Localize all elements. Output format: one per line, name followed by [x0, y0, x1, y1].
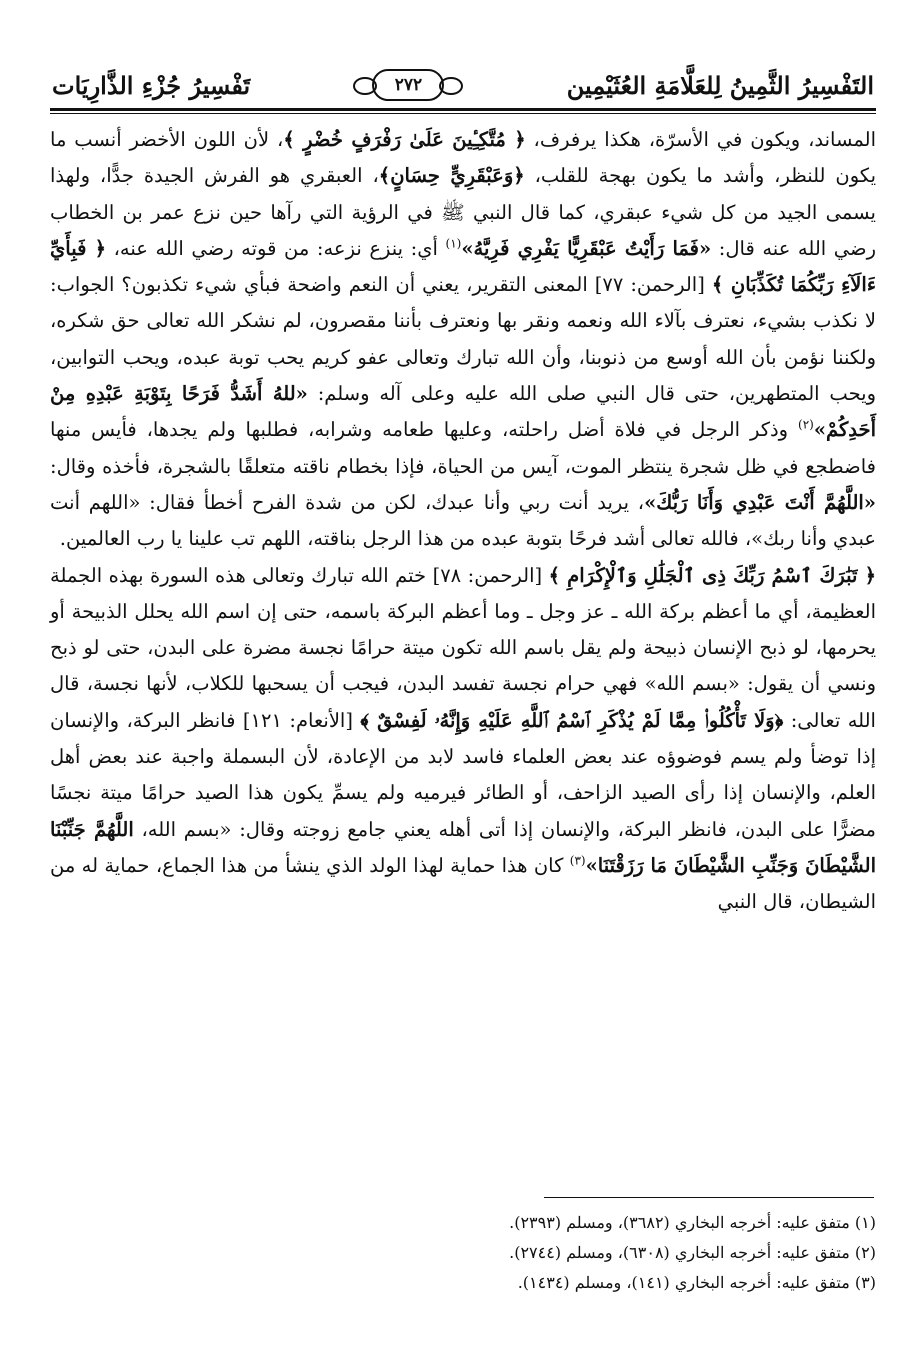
quran-verse: ﴿وَلَا تَأْكُلُوا۟ مِمَّا لَمْ يُذْكَرِ ٱسْمُ ٱللَّهِ عَلَيْهِ وَإِنَّهُۥ لَفِسْقٌ ﴾ [360, 708, 784, 732]
hadith-quote: «اللَّهُمَّ أَنْتَ عَبْدِي وَأَنَا رَبُّكَ» [644, 490, 876, 514]
footnote-marker[interactable]: (١) [445, 236, 462, 251]
hadith-quote: اللَّهُمَّ جَنِّبْنَا الشَّيْطَانَ وَجَنِّبِ الشَّيْطَانَ مَا رَزَقْتَنَا» [50, 817, 876, 877]
page-header [52, 62, 874, 108]
header-divider [50, 108, 876, 111]
hadith-quote: «للهُ أَشَدُّ فَرَحًا بِتَوْبَةِ عَبْدِهِ مِنْ أَحَدِكُمْ» [50, 382, 876, 442]
text-run: ، يريد أنت ربي وأنا عبدك، لكن من شدة الفرح أخطأ فقال: «اللهم أنت عبدي وأنا ربك»، فالله تعالى أشد فرحًا بتوبة عبده من هذا الرجل بناقته، اللهم تب علينا يا رب العالمين. [50, 490, 876, 551]
quran-verse: ﴿وَعَبْقَرِيٍّ حِسَانٍ﴾ [378, 164, 525, 188]
text-run: المساند، ويكون في الأسرّة، هكذا يرفرف، [525, 128, 876, 151]
page-number: ٢٧٢ [372, 69, 444, 101]
page-number-badge [349, 68, 467, 102]
quran-verse: ﴿ فَبِأَيِّ ءَالَآءِ رَبِّكُمَا تُكَذِّبَانِ ﴾ [50, 236, 876, 297]
footnote: (٢) متفق عليه: أخرجه البخاري (٦٣٠٨)، ومسلم (٢٧٤٤). [509, 1243, 876, 1262]
text-run: كان هذا حماية لهذا الولد الذي ينشأ من هذا الجماع، حماية له من الشيطان، قال النبي [50, 853, 876, 914]
paragraph [50, 558, 876, 921]
text-run: وذكر الرجل في فلاة أضل راحلته، وعليها طعامه وشرابه، فطلبها ولم يجدها، فأيس منها فاضطجع في ظل شجرة ينتظر الموت، آيس من الحياة، فإذا بخطام ناقته متعلقًا بالشجرة، فأخذه وقال: [50, 418, 876, 478]
footnote-marker[interactable]: (٣) [569, 853, 586, 868]
text-run: ، العبقري هو الفرش الجيدة جدًّا، ولهذا يسمى الجيد من كل شيء عبقري، كما قال النبي ﷺ في الرؤية التي رآها حين نزع عمر بن الخطاب رضي الله عنه قال: [50, 164, 877, 260]
paragraph [50, 122, 876, 558]
text-run: أي: ينزع نزعه: من قوته رضي الله عنه، [106, 236, 446, 260]
text-run: [الرحمن: ٧٧] المعنى التقرير، يعني أن النعم واضحة فبأي شيء تكذبون؟ الجواب: لا نكذب بشيء، نعترف بآلاء الله ونعمه ونقر بها ونعترف بأننا مقصرون، لم نشكر الله تعالى حق شكره، ولكننا نؤمن بأن الله أوسع من ذنوبنا، وأن الله تبارك وتعالى عفو كريم يحب توبة عبده، ويحب التوابين، ويحب المتطهرين، حتى قال النبي صلى الله عليه وعلى آله وسلم: [50, 273, 876, 406]
hadith-quote: «فَمَا رَأَيْتُ عَبْقَرِيًّا يَفْرِي فَرِيَّهُ» [461, 236, 712, 260]
quran-verse: ﴿ تَبَٰرَكَ ٱسْمُ رَبِّكَ ذِى ٱلْجَلَٰلِ وَٱلْإِكْرَامِ ﴾ [548, 563, 876, 587]
footnote: (١) متفق عليه: أخرجه البخاري (٣٦٨٢)، ومسلم (٢٣٩٣). [509, 1213, 876, 1232]
footnote-marker[interactable]: (٢) [798, 417, 814, 432]
footnote-divider [544, 1197, 874, 1198]
footnote: (٣) متفق عليه: أخرجه البخاري (١٤١)، ومسلم (١٤٣٤). [517, 1273, 876, 1292]
main-text [50, 122, 876, 921]
text-run: [الأنعام: ١٢١] فانظر البركة، والإنسان إذا توضأ ولم يسم فوضوؤه عند بعض العلماء فاسد لابد من الإعادة، لأن البسملة واجبة عند بعض أهل العلم، والإنسان إذا رأى الصيد الزاحف، أو الطائر فيرميه ولم يسمِّ يكون هذا الصيد حرامًا ميتة نجسًا مضرًّا على البدن، فانظر البركة، والإنسان إذا أتى أهله يعني جامع زوجته وقال: «بسم الله، [50, 708, 876, 841]
footnotes [50, 1208, 876, 1298]
header-section-title: تَفْسِيرُ جُزْءِ الذَّارِيَات [52, 70, 251, 100]
ornament-icon [439, 77, 463, 95]
text-run: [الرحمن: ٧٨] ختم الله تبارك وتعالى هذه السورة بهذه الجملة العظيمة، أي ما أعظم بركة الله ـ عز وجل ـ وما أعظم البركة باسمه، حتى إن اسم الله يحلل الذبيحة أو يحرمها، لو ذبح الإنسان ذبيحة ولم يقل باسم الله تكون ميتة حرامًا نجسة مضرة على البدن، حتى لو ذبح ونسي أن يقول: «بسم الله» فهي حرام نجسة تفسد البدن، فيجب أن يسحبها للكلاب، لأنها نجسة، قال الله تعالى: [50, 563, 876, 732]
header-book-title: التَفْسِيرُ الثَّمِينُ لِلعَلَّامَةِ العُثَيْمِين [566, 70, 874, 100]
text-run: ، لأن اللون الأخضر أنسب ما يكون للنظر، وأشد ما يكون بهجة للقلب، [50, 128, 877, 188]
header-divider-thin [50, 113, 876, 114]
quran-verse: ﴿ مُتَّكِـِٔينَ عَلَىٰ رَفْرَفٍ خُضْرٍ ﴾ [283, 128, 526, 151]
